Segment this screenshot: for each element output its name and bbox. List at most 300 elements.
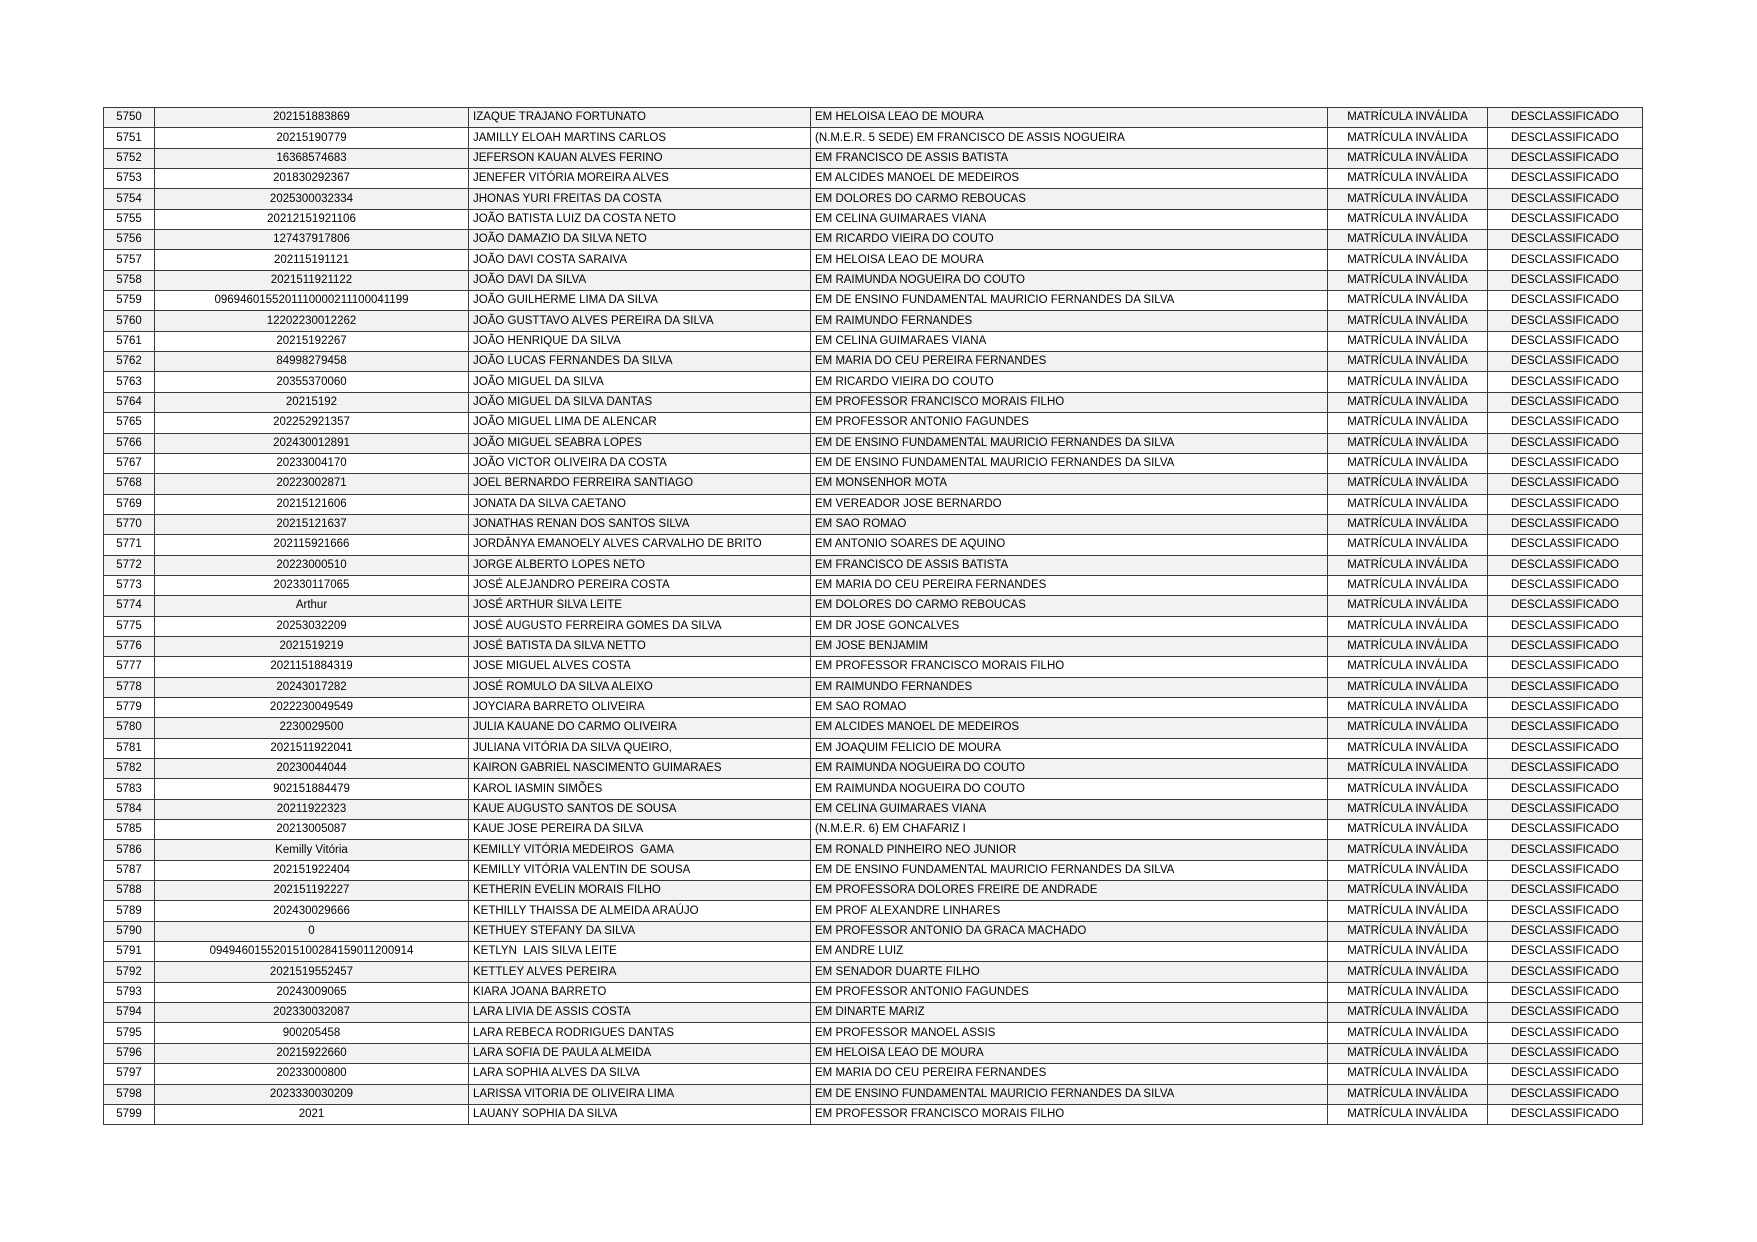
- matricula-status-cell: MATRÍCULA INVÁLIDA: [1328, 474, 1488, 494]
- matricula-status-cell: MATRÍCULA INVÁLIDA: [1328, 189, 1488, 209]
- student-id-cell: 202151192227: [155, 881, 469, 901]
- classification-status-cell: DESCLASSIFICADO: [1488, 820, 1643, 840]
- table-row: [104, 535, 1643, 555]
- classification-status-cell: DESCLASSIFICADO: [1488, 494, 1643, 514]
- matricula-status-cell: MATRÍCULA INVÁLIDA: [1328, 1064, 1488, 1084]
- table-row: [104, 921, 1643, 941]
- row-number-cell: 5781: [104, 738, 155, 758]
- student-name-cell: JOÃO HENRIQUE DA SILVA: [469, 331, 811, 351]
- school-cell: EM SENADOR DUARTE FILHO: [811, 962, 1328, 982]
- classification-status-cell: DESCLASSIFICADO: [1488, 189, 1643, 209]
- student-name-cell: LARISSA VITORIA DE OLIVEIRA LIMA: [469, 1084, 811, 1104]
- school-cell: EM HELOISA LEAO DE MOURA: [811, 250, 1328, 270]
- student-id-cell: 2021: [155, 1104, 469, 1124]
- matricula-status-cell: MATRÍCULA INVÁLIDA: [1328, 209, 1488, 229]
- classification-status-cell: DESCLASSIFICADO: [1488, 1104, 1643, 1124]
- school-cell: EM DE ENSINO FUNDAMENTAL MAURICIO FERNANDES DA SILVA: [811, 860, 1328, 880]
- classification-status-cell: DESCLASSIFICADO: [1488, 209, 1643, 229]
- matricula-status-cell: MATRÍCULA INVÁLIDA: [1328, 982, 1488, 1002]
- student-name-cell: KETTLEY ALVES PEREIRA: [469, 962, 811, 982]
- table-row: [104, 352, 1643, 372]
- student-id-cell: 84998279458: [155, 352, 469, 372]
- student-id-cell: 202430012891: [155, 433, 469, 453]
- school-cell: EM ANTONIO SOARES DE AQUINO: [811, 535, 1328, 555]
- matricula-status-cell: MATRÍCULA INVÁLIDA: [1328, 677, 1488, 697]
- student-id-cell: 2022230049549: [155, 697, 469, 717]
- table-row: [104, 1003, 1643, 1023]
- school-cell: EM JOSE BENJAMIM: [811, 636, 1328, 656]
- school-cell: EM CELINA GUIMARAES VIANA: [811, 209, 1328, 229]
- school-cell: (N.M.E.R. 5 SEDE) EM FRANCISCO DE ASSIS NOGUEIRA: [811, 128, 1328, 148]
- student-id-cell: 202252921357: [155, 413, 469, 433]
- row-number-cell: 5773: [104, 575, 155, 595]
- row-number-cell: 5789: [104, 901, 155, 921]
- student-id-cell: 20253032209: [155, 616, 469, 636]
- classification-status-cell: DESCLASSIFICADO: [1488, 230, 1643, 250]
- school-cell: EM PROFESSOR ANTONIO FAGUNDES: [811, 413, 1328, 433]
- school-cell: EM SAO ROMAO: [811, 514, 1328, 534]
- classification-status-cell: DESCLASSIFICADO: [1488, 1064, 1643, 1084]
- row-number-cell: 5774: [104, 596, 155, 616]
- table-row: [104, 1084, 1643, 1104]
- classification-status-cell: DESCLASSIFICADO: [1488, 596, 1643, 616]
- classification-status-cell: DESCLASSIFICADO: [1488, 799, 1643, 819]
- row-number-cell: 5793: [104, 982, 155, 1002]
- school-cell: EM RICARDO VIEIRA DO COUTO: [811, 230, 1328, 250]
- student-name-cell: JOEL BERNARDO FERREIRA SANTIAGO: [469, 474, 811, 494]
- table-row: [104, 311, 1643, 331]
- school-cell: (N.M.E.R. 6) EM CHAFARIZ I: [811, 820, 1328, 840]
- student-name-cell: IZAQUE TRAJANO FORTUNATO: [469, 108, 811, 128]
- student-name-cell: JOYCIARA BARRETO OLIVEIRA: [469, 697, 811, 717]
- table-row: [104, 474, 1643, 494]
- table-row: [104, 982, 1643, 1002]
- student-id-cell: 127437917806: [155, 230, 469, 250]
- row-number-cell: 5753: [104, 169, 155, 189]
- row-number-cell: 5763: [104, 372, 155, 392]
- table-row: [104, 759, 1643, 779]
- table-row: [104, 718, 1643, 738]
- matricula-status-cell: MATRÍCULA INVÁLIDA: [1328, 453, 1488, 473]
- matricula-status-cell: MATRÍCULA INVÁLIDA: [1328, 616, 1488, 636]
- matricula-status-cell: MATRÍCULA INVÁLIDA: [1328, 331, 1488, 351]
- school-cell: EM HELOISA LEAO DE MOURA: [811, 1043, 1328, 1063]
- matricula-status-cell: MATRÍCULA INVÁLIDA: [1328, 148, 1488, 168]
- school-cell: EM VEREADOR JOSE BERNARDO: [811, 494, 1328, 514]
- student-name-cell: KAUE JOSE PEREIRA DA SILVA: [469, 820, 811, 840]
- matricula-status-cell: MATRÍCULA INVÁLIDA: [1328, 759, 1488, 779]
- school-cell: EM PROFESSOR FRANCISCO MORAIS FILHO: [811, 1104, 1328, 1124]
- school-cell: EM PROFESSOR MANOEL ASSIS: [811, 1023, 1328, 1043]
- matricula-status-cell: MATRÍCULA INVÁLIDA: [1328, 230, 1488, 250]
- row-number-cell: 5771: [104, 535, 155, 555]
- student-name-cell: KIARA JOANA BARRETO: [469, 982, 811, 1002]
- school-cell: EM FRANCISCO DE ASSIS BATISTA: [811, 555, 1328, 575]
- row-number-cell: 5787: [104, 860, 155, 880]
- student-name-cell: KAIRON GABRIEL NASCIMENTO GUIMARAES: [469, 759, 811, 779]
- student-name-cell: JONATHAS RENAN DOS SANTOS SILVA: [469, 514, 811, 534]
- classification-status-cell: DESCLASSIFICADO: [1488, 392, 1643, 412]
- classification-status-cell: DESCLASSIFICADO: [1488, 962, 1643, 982]
- student-name-cell: JULIANA VITÓRIA DA SILVA QUEIRO,: [469, 738, 811, 758]
- matricula-status-cell: MATRÍCULA INVÁLIDA: [1328, 169, 1488, 189]
- student-name-cell: JOÃO MIGUEL LIMA DE ALENCAR: [469, 413, 811, 433]
- classification-status-cell: DESCLASSIFICADO: [1488, 657, 1643, 677]
- table-row: [104, 942, 1643, 962]
- table-row: [104, 840, 1643, 860]
- student-id-cell: 900205458: [155, 1023, 469, 1043]
- matricula-status-cell: MATRÍCULA INVÁLIDA: [1328, 738, 1488, 758]
- row-number-cell: 5767: [104, 453, 155, 473]
- student-id-cell: 0: [155, 921, 469, 941]
- row-number-cell: 5758: [104, 270, 155, 290]
- table-row: [104, 779, 1643, 799]
- student-id-cell: 20243017282: [155, 677, 469, 697]
- row-number-cell: 5776: [104, 636, 155, 656]
- classification-status-cell: DESCLASSIFICADO: [1488, 840, 1643, 860]
- student-name-cell: JOÃO GUSTTAVO ALVES PEREIRA DA SILVA: [469, 311, 811, 331]
- table-row: [104, 413, 1643, 433]
- table-row: [104, 962, 1643, 982]
- row-number-cell: 5761: [104, 331, 155, 351]
- student-id-cell: 202151883869: [155, 108, 469, 128]
- classification-status-cell: DESCLASSIFICADO: [1488, 311, 1643, 331]
- school-cell: EM DOLORES DO CARMO REBOUCAS: [811, 189, 1328, 209]
- student-name-cell: JOÃO BATISTA LUIZ DA COSTA NETO: [469, 209, 811, 229]
- school-cell: EM PROFESSOR FRANCISCO MORAIS FILHO: [811, 392, 1328, 412]
- student-name-cell: JOÃO MIGUEL DA SILVA: [469, 372, 811, 392]
- table-row: [104, 901, 1643, 921]
- school-cell: EM DE ENSINO FUNDAMENTAL MAURICIO FERNANDES DA SILVA: [811, 291, 1328, 311]
- student-id-cell: 2021519552457: [155, 962, 469, 982]
- row-number-cell: 5757: [104, 250, 155, 270]
- row-number-cell: 5798: [104, 1084, 155, 1104]
- table-row: [104, 596, 1643, 616]
- table-row: [104, 433, 1643, 453]
- table-row: [104, 331, 1643, 351]
- classification-status-cell: DESCLASSIFICADO: [1488, 474, 1643, 494]
- student-name-cell: JOÃO VICTOR OLIVEIRA DA COSTA: [469, 453, 811, 473]
- matricula-status-cell: MATRÍCULA INVÁLIDA: [1328, 1104, 1488, 1124]
- student-name-cell: JOÃO DAMAZIO DA SILVA NETO: [469, 230, 811, 250]
- classification-status-cell: DESCLASSIFICADO: [1488, 250, 1643, 270]
- classification-status-cell: DESCLASSIFICADO: [1488, 982, 1643, 1002]
- matricula-status-cell: MATRÍCULA INVÁLIDA: [1328, 575, 1488, 595]
- matricula-status-cell: MATRÍCULA INVÁLIDA: [1328, 372, 1488, 392]
- table-row: [104, 128, 1643, 148]
- classification-status-cell: DESCLASSIFICADO: [1488, 331, 1643, 351]
- row-number-cell: 5769: [104, 494, 155, 514]
- row-number-cell: 5750: [104, 108, 155, 128]
- school-cell: EM DOLORES DO CARMO REBOUCAS: [811, 596, 1328, 616]
- row-number-cell: 5779: [104, 697, 155, 717]
- student-id-cell: 2230029500: [155, 718, 469, 738]
- table-row: [104, 616, 1643, 636]
- student-name-cell: LARA REBECA RODRIGUES DANTAS: [469, 1023, 811, 1043]
- row-number-cell: 5792: [104, 962, 155, 982]
- student-id-cell: 16368574683: [155, 148, 469, 168]
- table-row: [104, 636, 1643, 656]
- table-row: [104, 494, 1643, 514]
- student-id-cell: 2021511922041: [155, 738, 469, 758]
- student-id-cell: 201830292367: [155, 169, 469, 189]
- row-number-cell: 5756: [104, 230, 155, 250]
- classification-status-cell: DESCLASSIFICADO: [1488, 921, 1643, 941]
- results-table: [103, 107, 1643, 1125]
- classification-status-cell: DESCLASSIFICADO: [1488, 575, 1643, 595]
- student-name-cell: KEMILLY VITÓRIA MEDEIROS GAMA: [469, 840, 811, 860]
- row-number-cell: 5772: [104, 555, 155, 575]
- student-id-cell: 20233004170: [155, 453, 469, 473]
- table-row: [104, 697, 1643, 717]
- classification-status-cell: DESCLASSIFICADO: [1488, 128, 1643, 148]
- row-number-cell: 5755: [104, 209, 155, 229]
- table-row: [104, 453, 1643, 473]
- row-number-cell: 5780: [104, 718, 155, 738]
- school-cell: EM MONSENHOR MOTA: [811, 474, 1328, 494]
- row-number-cell: 5760: [104, 311, 155, 331]
- table-row: [104, 1104, 1643, 1124]
- row-number-cell: 5784: [104, 799, 155, 819]
- student-id-cell: 20211922323: [155, 799, 469, 819]
- table-body: [104, 108, 1643, 1125]
- row-number-cell: 5754: [104, 189, 155, 209]
- table-row: [104, 657, 1643, 677]
- row-number-cell: 5751: [104, 128, 155, 148]
- student-name-cell: JONATA DA SILVA CAETANO: [469, 494, 811, 514]
- matricula-status-cell: MATRÍCULA INVÁLIDA: [1328, 514, 1488, 534]
- table-row: [104, 881, 1643, 901]
- table-row: [104, 677, 1643, 697]
- table-row: [104, 1043, 1643, 1063]
- matricula-status-cell: MATRÍCULA INVÁLIDA: [1328, 901, 1488, 921]
- matricula-status-cell: MATRÍCULA INVÁLIDA: [1328, 962, 1488, 982]
- row-number-cell: 5790: [104, 921, 155, 941]
- student-name-cell: LARA SOPHIA ALVES DA SILVA: [469, 1064, 811, 1084]
- row-number-cell: 5785: [104, 820, 155, 840]
- student-id-cell: 20215190779: [155, 128, 469, 148]
- student-name-cell: JOÃO GUILHERME LIMA DA SILVA: [469, 291, 811, 311]
- school-cell: EM MARIA DO CEU PEREIRA FERNANDES: [811, 352, 1328, 372]
- classification-status-cell: DESCLASSIFICADO: [1488, 1084, 1643, 1104]
- row-number-cell: 5783: [104, 779, 155, 799]
- school-cell: EM RAIMUNDA NOGUEIRA DO COUTO: [811, 270, 1328, 290]
- school-cell: EM DE ENSINO FUNDAMENTAL MAURICIO FERNANDES DA SILVA: [811, 433, 1328, 453]
- table-row: [104, 392, 1643, 412]
- matricula-status-cell: MATRÍCULA INVÁLIDA: [1328, 942, 1488, 962]
- row-number-cell: 5788: [104, 881, 155, 901]
- matricula-status-cell: MATRÍCULA INVÁLIDA: [1328, 860, 1488, 880]
- student-name-cell: JHONAS YURI FREITAS DA COSTA: [469, 189, 811, 209]
- classification-status-cell: DESCLASSIFICADO: [1488, 636, 1643, 656]
- classification-status-cell: DESCLASSIFICADO: [1488, 108, 1643, 128]
- classification-status-cell: DESCLASSIFICADO: [1488, 1043, 1643, 1063]
- matricula-status-cell: MATRÍCULA INVÁLIDA: [1328, 494, 1488, 514]
- matricula-status-cell: MATRÍCULA INVÁLIDA: [1328, 433, 1488, 453]
- matricula-status-cell: MATRÍCULA INVÁLIDA: [1328, 921, 1488, 941]
- student-name-cell: JAMILLY ELOAH MARTINS CARLOS: [469, 128, 811, 148]
- matricula-status-cell: MATRÍCULA INVÁLIDA: [1328, 413, 1488, 433]
- row-number-cell: 5765: [104, 413, 155, 433]
- matricula-status-cell: MATRÍCULA INVÁLIDA: [1328, 108, 1488, 128]
- table-row: [104, 209, 1643, 229]
- table-row: [104, 860, 1643, 880]
- classification-status-cell: DESCLASSIFICADO: [1488, 738, 1643, 758]
- student-id-cell: 20213005087: [155, 820, 469, 840]
- row-number-cell: 5770: [104, 514, 155, 534]
- row-number-cell: 5795: [104, 1023, 155, 1043]
- school-cell: EM SAO ROMAO: [811, 697, 1328, 717]
- classification-status-cell: DESCLASSIFICADO: [1488, 881, 1643, 901]
- student-name-cell: KETHILLY THAISSA DE ALMEIDA ARAÚJO: [469, 901, 811, 921]
- classification-status-cell: DESCLASSIFICADO: [1488, 514, 1643, 534]
- row-number-cell: 5778: [104, 677, 155, 697]
- matricula-status-cell: MATRÍCULA INVÁLIDA: [1328, 718, 1488, 738]
- student-id-cell: 20212151921106: [155, 209, 469, 229]
- row-number-cell: 5762: [104, 352, 155, 372]
- row-number-cell: 5752: [104, 148, 155, 168]
- student-id-cell: 2023330030209: [155, 1084, 469, 1104]
- student-id-cell: 20215192: [155, 392, 469, 412]
- student-name-cell: JOÃO MIGUEL DA SILVA DANTAS: [469, 392, 811, 412]
- row-number-cell: 5764: [104, 392, 155, 412]
- table-row: [104, 820, 1643, 840]
- student-name-cell: JOSÉ BATISTA DA SILVA NETTO: [469, 636, 811, 656]
- table-row: [104, 372, 1643, 392]
- classification-status-cell: DESCLASSIFICADO: [1488, 779, 1643, 799]
- row-number-cell: 5786: [104, 840, 155, 860]
- matricula-status-cell: MATRÍCULA INVÁLIDA: [1328, 1003, 1488, 1023]
- student-name-cell: KEMILLY VITÓRIA VALENTIN DE SOUSA: [469, 860, 811, 880]
- matricula-status-cell: MATRÍCULA INVÁLIDA: [1328, 1043, 1488, 1063]
- school-cell: EM FRANCISCO DE ASSIS BATISTA: [811, 148, 1328, 168]
- matricula-status-cell: MATRÍCULA INVÁLIDA: [1328, 779, 1488, 799]
- student-name-cell: JOÃO MIGUEL SEABRA LOPES: [469, 433, 811, 453]
- table-row: [104, 1023, 1643, 1043]
- matricula-status-cell: MATRÍCULA INVÁLIDA: [1328, 881, 1488, 901]
- matricula-status-cell: MATRÍCULA INVÁLIDA: [1328, 250, 1488, 270]
- student-id-cell: 2021151884319: [155, 657, 469, 677]
- row-number-cell: 5777: [104, 657, 155, 677]
- matricula-status-cell: MATRÍCULA INVÁLIDA: [1328, 697, 1488, 717]
- student-id-cell: Kemilly Vitória: [155, 840, 469, 860]
- school-cell: EM PROF ALEXANDRE LINHARES: [811, 901, 1328, 921]
- student-id-cell: 09494601552015100284159011200914: [155, 942, 469, 962]
- matricula-status-cell: MATRÍCULA INVÁLIDA: [1328, 657, 1488, 677]
- school-cell: EM DE ENSINO FUNDAMENTAL MAURICIO FERNANDES DA SILVA: [811, 1084, 1328, 1104]
- student-name-cell: KAUE AUGUSTO SANTOS DE SOUSA: [469, 799, 811, 819]
- student-name-cell: JOSE MIGUEL ALVES COSTA: [469, 657, 811, 677]
- matricula-status-cell: MATRÍCULA INVÁLIDA: [1328, 311, 1488, 331]
- table-row: [104, 575, 1643, 595]
- table-row: [104, 230, 1643, 250]
- row-number-cell: 5766: [104, 433, 155, 453]
- matricula-status-cell: MATRÍCULA INVÁLIDA: [1328, 799, 1488, 819]
- student-id-cell: 202115921666: [155, 535, 469, 555]
- school-cell: EM ALCIDES MANOEL DE MEDEIROS: [811, 169, 1328, 189]
- student-id-cell: 902151884479: [155, 779, 469, 799]
- student-id-cell: 2021519219: [155, 636, 469, 656]
- matricula-status-cell: MATRÍCULA INVÁLIDA: [1328, 1084, 1488, 1104]
- school-cell: EM RICARDO VIEIRA DO COUTO: [811, 372, 1328, 392]
- classification-status-cell: DESCLASSIFICADO: [1488, 860, 1643, 880]
- matricula-status-cell: MATRÍCULA INVÁLIDA: [1328, 352, 1488, 372]
- student-id-cell: 20230044044: [155, 759, 469, 779]
- student-name-cell: JOSÉ ALEJANDRO PEREIRA COSTA: [469, 575, 811, 595]
- student-id-cell: Arthur: [155, 596, 469, 616]
- student-name-cell: JOÃO DAVI COSTA SARAIVA: [469, 250, 811, 270]
- school-cell: EM PROFESSORA DOLORES FREIRE DE ANDRADE: [811, 881, 1328, 901]
- student-name-cell: JULIA KAUANE DO CARMO OLIVEIRA: [469, 718, 811, 738]
- classification-status-cell: DESCLASSIFICADO: [1488, 270, 1643, 290]
- student-name-cell: JORDÂNYA EMANOELY ALVES CARVALHO DE BRITO: [469, 535, 811, 555]
- school-cell: EM PROFESSOR ANTONIO FAGUNDES: [811, 982, 1328, 1002]
- matricula-status-cell: MATRÍCULA INVÁLIDA: [1328, 820, 1488, 840]
- student-id-cell: 20355370060: [155, 372, 469, 392]
- school-cell: EM CELINA GUIMARAES VIANA: [811, 799, 1328, 819]
- student-name-cell: JOÃO LUCAS FERNANDES DA SILVA: [469, 352, 811, 372]
- school-cell: EM HELOISA LEAO DE MOURA: [811, 108, 1328, 128]
- matricula-status-cell: MATRÍCULA INVÁLIDA: [1328, 291, 1488, 311]
- student-name-cell: JORGE ALBERTO LOPES NETO: [469, 555, 811, 575]
- student-id-cell: 20243009065: [155, 982, 469, 1002]
- student-id-cell: 20215121606: [155, 494, 469, 514]
- classification-status-cell: DESCLASSIFICADO: [1488, 555, 1643, 575]
- table-row: [104, 555, 1643, 575]
- classification-status-cell: DESCLASSIFICADO: [1488, 169, 1643, 189]
- school-cell: EM RAIMUNDA NOGUEIRA DO COUTO: [811, 759, 1328, 779]
- table-row: [104, 799, 1643, 819]
- classification-status-cell: DESCLASSIFICADO: [1488, 535, 1643, 555]
- table-row: [104, 250, 1643, 270]
- school-cell: EM MARIA DO CEU PEREIRA FERNANDES: [811, 575, 1328, 595]
- student-name-cell: KETHUEY STEFANY DA SILVA: [469, 921, 811, 941]
- school-cell: EM DE ENSINO FUNDAMENTAL MAURICIO FERNANDES DA SILVA: [811, 453, 1328, 473]
- school-cell: EM CELINA GUIMARAES VIANA: [811, 331, 1328, 351]
- classification-status-cell: DESCLASSIFICADO: [1488, 718, 1643, 738]
- row-number-cell: 5768: [104, 474, 155, 494]
- school-cell: EM DINARTE MARIZ: [811, 1003, 1328, 1023]
- classification-status-cell: DESCLASSIFICADO: [1488, 677, 1643, 697]
- school-cell: EM RAIMUNDO FERNANDES: [811, 311, 1328, 331]
- student-name-cell: KAROL IASMIN SIMÕES: [469, 779, 811, 799]
- student-name-cell: JENEFER VITÓRIA MOREIRA ALVES: [469, 169, 811, 189]
- matricula-status-cell: MATRÍCULA INVÁLIDA: [1328, 840, 1488, 860]
- student-id-cell: 2025300032334: [155, 189, 469, 209]
- student-id-cell: 20215121637: [155, 514, 469, 534]
- table-row: [104, 270, 1643, 290]
- school-cell: EM ALCIDES MANOEL DE MEDEIROS: [811, 718, 1328, 738]
- student-id-cell: 202115191121: [155, 250, 469, 270]
- student-name-cell: JOSÉ ROMULO DA SILVA ALEIXO: [469, 677, 811, 697]
- student-name-cell: LARA SOFIA DE PAULA ALMEIDA: [469, 1043, 811, 1063]
- classification-status-cell: DESCLASSIFICADO: [1488, 453, 1643, 473]
- student-id-cell: 2021511921122: [155, 270, 469, 290]
- student-name-cell: JOÃO DAVI DA SILVA: [469, 270, 811, 290]
- table-row: [104, 291, 1643, 311]
- classification-status-cell: DESCLASSIFICADO: [1488, 942, 1643, 962]
- student-name-cell: JOSÉ AUGUSTO FERREIRA GOMES DA SILVA: [469, 616, 811, 636]
- table-row: [104, 514, 1643, 534]
- school-cell: EM PROFESSOR ANTONIO DA GRACA MACHADO: [811, 921, 1328, 941]
- table-row: [104, 1064, 1643, 1084]
- table-row: [104, 169, 1643, 189]
- row-number-cell: 5799: [104, 1104, 155, 1124]
- matricula-status-cell: MATRÍCULA INVÁLIDA: [1328, 596, 1488, 616]
- student-name-cell: KETLYN LAIS SILVA LEITE: [469, 942, 811, 962]
- student-id-cell: 20223000510: [155, 555, 469, 575]
- classification-status-cell: DESCLASSIFICADO: [1488, 372, 1643, 392]
